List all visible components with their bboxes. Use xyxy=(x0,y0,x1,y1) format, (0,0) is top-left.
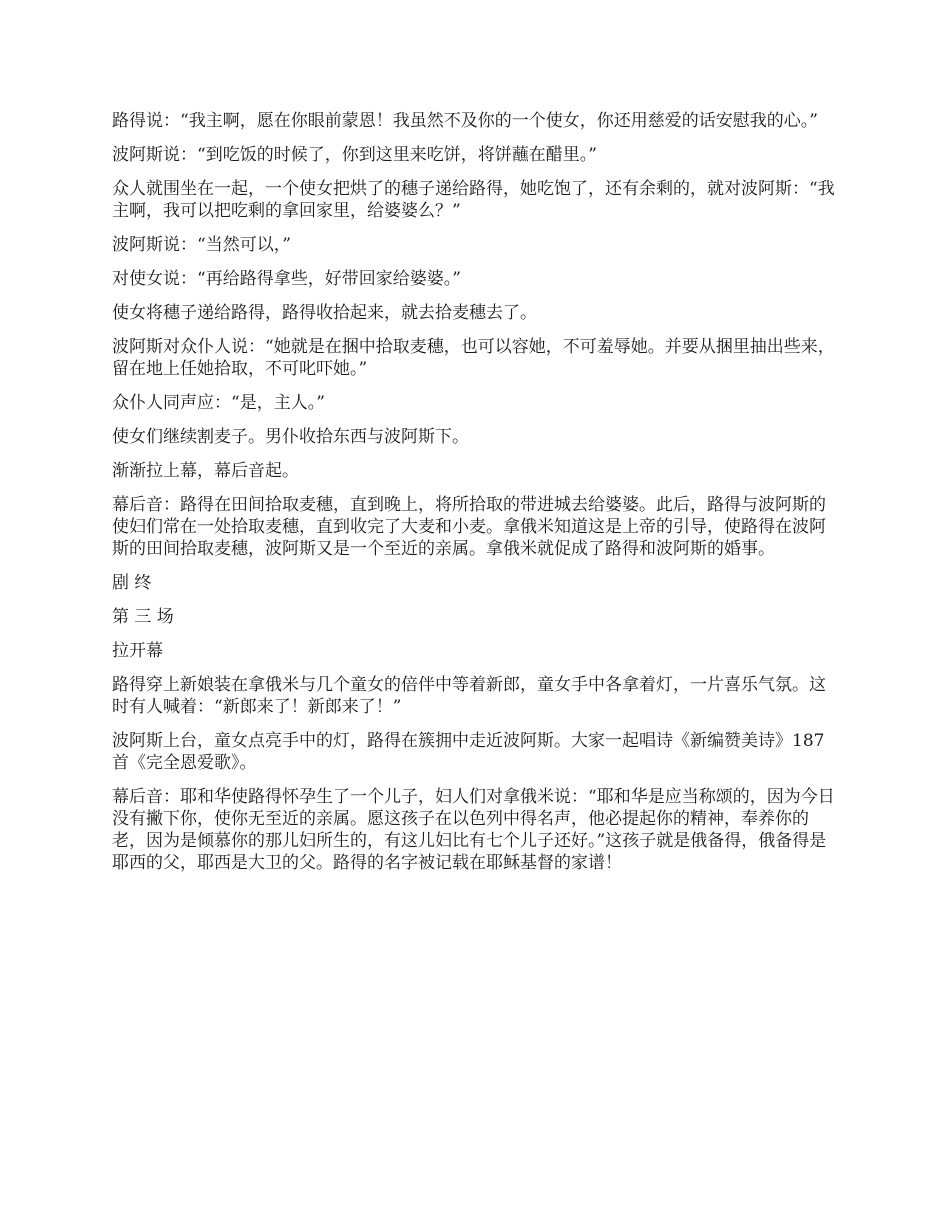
paragraph: 幕后音：耶和华使路得怀孕生了一个儿子，妇人们对拿俄米说：“耶和华是应当称颂的，因为今日没有撇下你，使你无至近的亲属。愿这孩子在以色列中得名声，他必提起你的精神，奉养你的老，因为是倾慕你的那儿妇所生的，有这儿妇比有七个儿子还好。”这孩子就是俄备得，俄备得是耶西的父，耶西是大卫的父。路得的名字被记载在耶稣基督的家谱！ xyxy=(112,787,835,873)
paragraph: 波阿斯对众仆人说：“她就是在捆中拾取麦穗，也可以容她，不可羞辱她。并要从捆里抽出些来，留在地上任她拾取，不可叱吓她。” xyxy=(112,337,835,379)
paragraph: 波阿斯说：“到吃饭的时候了，你到这里来吃饼，将饼蘸在醋里。” xyxy=(112,145,597,165)
paragraph: 使女们继续割麦子。男仆收拾东西与波阿斯下。 xyxy=(112,427,469,447)
paragraph: 使女将穗子递给路得，路得收拾起来，就去拾麦穗去了。 xyxy=(112,303,537,323)
paragraph: 幕后音：路得在田间拾取麦穗，直到晚上，将所拾取的带进城去给婆婆。此后，路得与波阿斯的使妇们常在一处拾取麦穗，直到收完了大麦和小麦。拿俄米知道这是上帝的引导，使路得在波阿斯的田间拾取麦穗，波阿斯又是一个至近的亲属。拿俄米就促成了路得和波阿斯的婚事。 xyxy=(112,495,826,559)
paragraph: 路得穿上新娘装在拿俄米与几个童女的倍伴中等着新郎，童女手中各拿着灯，一片喜乐气氛。这时有人喊着：“新郎来了！新郎来了！” xyxy=(112,675,826,717)
document-body xyxy=(112,110,840,886)
paragraph: 路得说：“我主啊，愿在你眼前蒙恩！我虽然不及你的一个使女，你还用慈爱的话安慰我的心。” xyxy=(112,111,818,131)
paragraph: 众人就围坐在一起，一个使女把烘了的穗子递给路得，她吃饱了，还有余剩的，就对波阿斯：“我主啊，我可以把吃剩的拿回家里，给婆婆么？” xyxy=(112,179,835,221)
section-heading-end: 剧 终 xyxy=(112,573,152,593)
section-heading-scene: 第 三 场 xyxy=(112,607,174,627)
paragraph: 众仆人同声应：“是，主人。” xyxy=(112,393,325,413)
paragraph: 渐渐拉上幕，幕后音起。 xyxy=(112,461,299,481)
paragraph: 波阿斯说：“当然可以，” xyxy=(112,235,291,255)
paragraph: 对使女说：“再给路得拿些，好带回家给婆婆。” xyxy=(112,269,461,289)
stage-direction: 拉开幕 xyxy=(112,641,163,661)
paragraph: 波阿斯上台，童女点亮手中的灯，路得在簇拥中走近波阿斯。大家一起唱诗《新编赞美诗》187 首《完全恩爱歌》。 xyxy=(112,731,825,773)
